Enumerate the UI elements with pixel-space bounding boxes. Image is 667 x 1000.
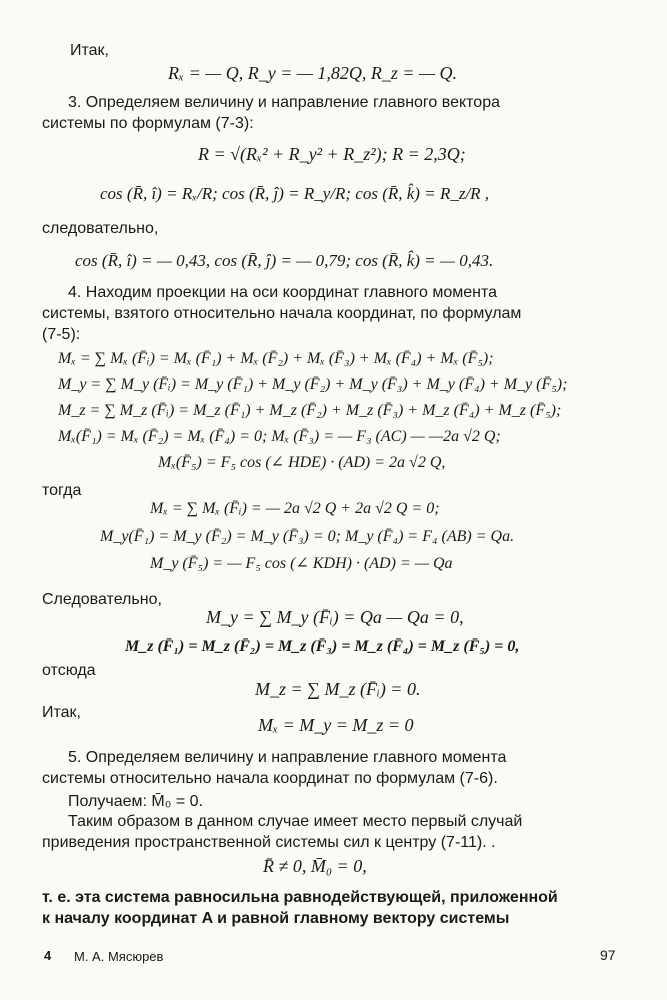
equation-r-components: Rₓ = — Q, R_y = — 1,82Q, R_z = — Q.	[168, 63, 458, 83]
paragraph-conclusion-line-2: приведения пространственной системы сил к центру (7-11). .	[42, 834, 496, 851]
equation-mx-f5: Mₓ(F̄₅) = F₅ cos (∠ HDE) · (AD) = 2a √2 Q,	[158, 454, 446, 471]
signature-mark: 4	[44, 948, 52, 963]
equation-mx-sum: Mₓ = ∑ Mₓ (F̄ᵢ) = Mₓ (F̄₁) + Mₓ (F̄₂) + Mₓ (F̄₃) + Mₓ (F̄₄) + Mₓ (F̄₅);	[58, 350, 494, 367]
paragraph-step-5-line-2: системы относительно начала координат по формулам (7-6).	[42, 770, 498, 787]
text-line-itak-2: Итак,	[42, 704, 81, 721]
equation-mz-terms: M_z (F̄₁) = M_z (F̄₂) = M_z (F̄₃) = M_z (F̄₄) = M_z (F̄₅) = 0,	[125, 638, 520, 655]
footer-author: М. А. Мясюрев	[74, 949, 164, 964]
paragraph-step-5-line-1: 5. Определяем величину и направление главного момента	[68, 749, 507, 766]
equation-cosine-values: cos (R̄, î) = — 0,43, cos (R̄, ĵ) = — 0,79; cos (R̄, k̂) = — 0,43.	[75, 251, 494, 270]
equation-mz-sum: M_z = ∑ M_z (F̄ᵢ) = M_z (F̄₁) + M_z (F̄₂) + M_z (F̄₃) + M_z (F̄₄) + M_z (F̄₅);	[58, 402, 562, 419]
paragraph-final-line-2: к началу координат A и равной главному вектору системы	[42, 910, 510, 927]
text-line-therefore: Следовательно,	[42, 591, 162, 608]
paragraph-conclusion-line-1: Таким образом в данном случае имеет место первый случай	[68, 813, 523, 830]
text-line-consequently: следовательно,	[42, 220, 159, 237]
equation-moments-zero: Mₓ = M_y = M_z = 0	[258, 715, 414, 735]
paragraph-step-4-line-2: системы, взятого относительно начала координат, по формулам	[42, 305, 522, 322]
text-line-result-m0: Получаем: M̄₀ = 0.	[68, 793, 203, 810]
equation-direction-cosines: cos (R̄, î) = Rₓ/R; cos (R̄, ĵ) = R_y/R; cos (R̄, k̂) = R_z/R ,	[100, 184, 490, 203]
equation-my-f5: M_y (F̄₅) = — F₅ cos (∠ KDH) · (AD) = — Qa	[150, 555, 453, 572]
equation-my-terms: M_y(F̄₁) = M_y (F̄₂) = M_y (F̄₃) = 0; M_y (F̄₄) = F₄ (AB) = Qa.	[100, 528, 515, 545]
paragraph-final-line-1: т. е. эта система равносильна равнодействующей, приложенной	[42, 889, 558, 906]
text-line-itak: Итак,	[70, 42, 109, 59]
equation-mx-total: Mₓ = ∑ Mₓ (F̄ᵢ) = — 2a √2 Q + 2a √2 Q = 0;	[150, 500, 440, 517]
equation-reduction-case: R̄ ≠ 0, M̄₀ = 0,	[263, 856, 367, 876]
text-line-hence: отсюда	[42, 662, 96, 679]
paragraph-step-3-line-2: системы по формулам (7-3):	[42, 115, 254, 132]
paragraph-step-4-line-1: 4. Находим проекции на оси координат главного момента	[68, 284, 498, 301]
paragraph-step-3-line-1: 3. Определяем величину и направление главного вектора	[68, 94, 500, 111]
equation-my-sum: M_y = ∑ M_y (F̄ᵢ) = M_y (F̄₁) + M_y (F̄₂) + M_y (F̄₃) + M_y (F̄₄) + M_y (F̄₅);	[58, 376, 568, 393]
equation-mz-total: M_z = ∑ M_z (F̄ᵢ) = 0.	[255, 679, 421, 699]
equation-mx-terms: Mₓ(F̄₁) = Mₓ (F̄₂) = Mₓ (F̄₄) = 0; Mₓ (F̄₃) = — F₃ (AC) — —2a √2 Q;	[58, 428, 501, 445]
paragraph-step-4-line-3: (7-5):	[42, 326, 81, 343]
text-line-then: тогда	[42, 482, 82, 499]
equation-my-total: M_y = ∑ M_y (F̄ᵢ) = Qa — Qa = 0,	[206, 607, 464, 627]
equation-r-magnitude: R = √(Rₓ² + R_y² + R_z²); R = 2,3Q;	[198, 144, 466, 164]
page-number: 97	[600, 947, 616, 963]
